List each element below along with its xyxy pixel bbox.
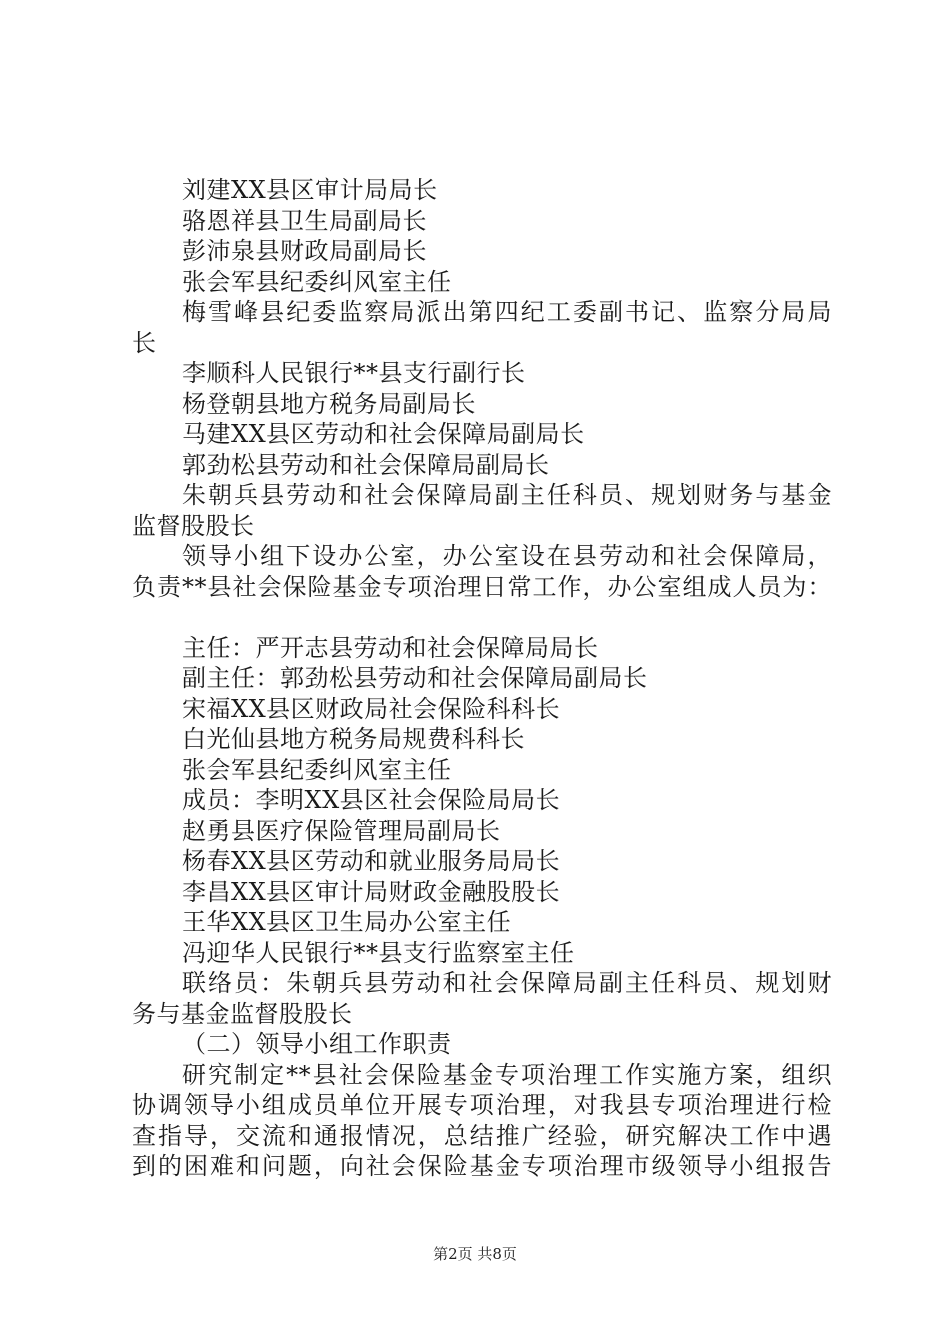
text-line: 监督股股长 xyxy=(132,511,255,540)
text-line: 到的困难和问题，向社会保险基金专项治理市级领导小组报告 xyxy=(132,1152,832,1180)
text-line: 朱朝兵县劳动和社会保障局副主任科员、规划财务与基金 xyxy=(182,481,832,509)
text-line: 赵勇县医疗保险管理局副局长 xyxy=(182,816,501,845)
text-line: 李顺科人民银行**县支行副行长 xyxy=(182,359,526,387)
text-line: 查指导，交流和通报情况，总结推广经验，研究解决工作中遇 xyxy=(132,1121,832,1150)
text-line: 张会军县纪委纠风室主任 xyxy=(182,755,452,784)
text-line: 杨登朝县地方税务局副局长 xyxy=(182,389,476,418)
text-line: 张会军县纪委纠风室主任 xyxy=(182,267,452,296)
text-line: 彭沛泉县财政局副局长 xyxy=(182,237,427,265)
text-line: 联络员：朱朝兵县劳动和社会保障局副主任科员、规划财 xyxy=(182,969,832,997)
text-line: 研究制定**县社会保险基金专项治理工作实施方案，组织 xyxy=(182,1060,832,1089)
document-body xyxy=(132,175,832,1182)
text-line: 郭劲松县劳动和社会保障局副局长 xyxy=(182,450,550,479)
text-line: 骆恩祥县卫生局副局长 xyxy=(182,206,427,235)
page-footer: 第2页 共8页 xyxy=(433,1245,517,1263)
text-line: 杨春XX县区劳动和就业服务局局长 xyxy=(182,847,561,875)
text-line: 务与基金监督股股长 xyxy=(132,999,353,1028)
text-line: 刘建XX县区审计局局长 xyxy=(182,176,438,204)
text-line: 成员：李明XX县区社会保险局局长 xyxy=(182,786,561,814)
text-line: 负责**县社会保险基金专项治理日常工作，办公室组成人员为： xyxy=(132,572,832,601)
text-line: 协调领导小组成员单位开展专项治理，对我县专项治理进行检 xyxy=(132,1091,832,1119)
text-line: 主任：严开志县劳动和社会保障局局长 xyxy=(182,633,599,662)
text-line: 王华XX县区卫生局办公室主任 xyxy=(182,908,512,936)
text-line: （二）领导小组工作职责 xyxy=(182,1030,452,1058)
text-line: 马建XX县区劳动和社会保障局副局长 xyxy=(182,420,585,448)
text-line: 白光仙县地方税务局规费科科长 xyxy=(182,725,525,753)
text-line: 长 xyxy=(132,328,157,357)
text-line: 副主任：郭劲松县劳动和社会保障局副局长 xyxy=(182,664,648,692)
text-line: 李昌XX县区审计局财政金融股股长 xyxy=(182,877,561,906)
text-line: 宋福XX县区财政局社会保险科科长 xyxy=(182,694,561,723)
text-line: 领导小组下设办公室，办公室设在县劳动和社会保障局， xyxy=(182,542,832,570)
text-line: 梅雪峰县纪委监察局派出第四纪工委副书记、监察分局局 xyxy=(182,298,832,326)
text-line: 冯迎华人民银行**县支行监察室主任 xyxy=(182,938,575,967)
blank-line xyxy=(132,602,832,633)
